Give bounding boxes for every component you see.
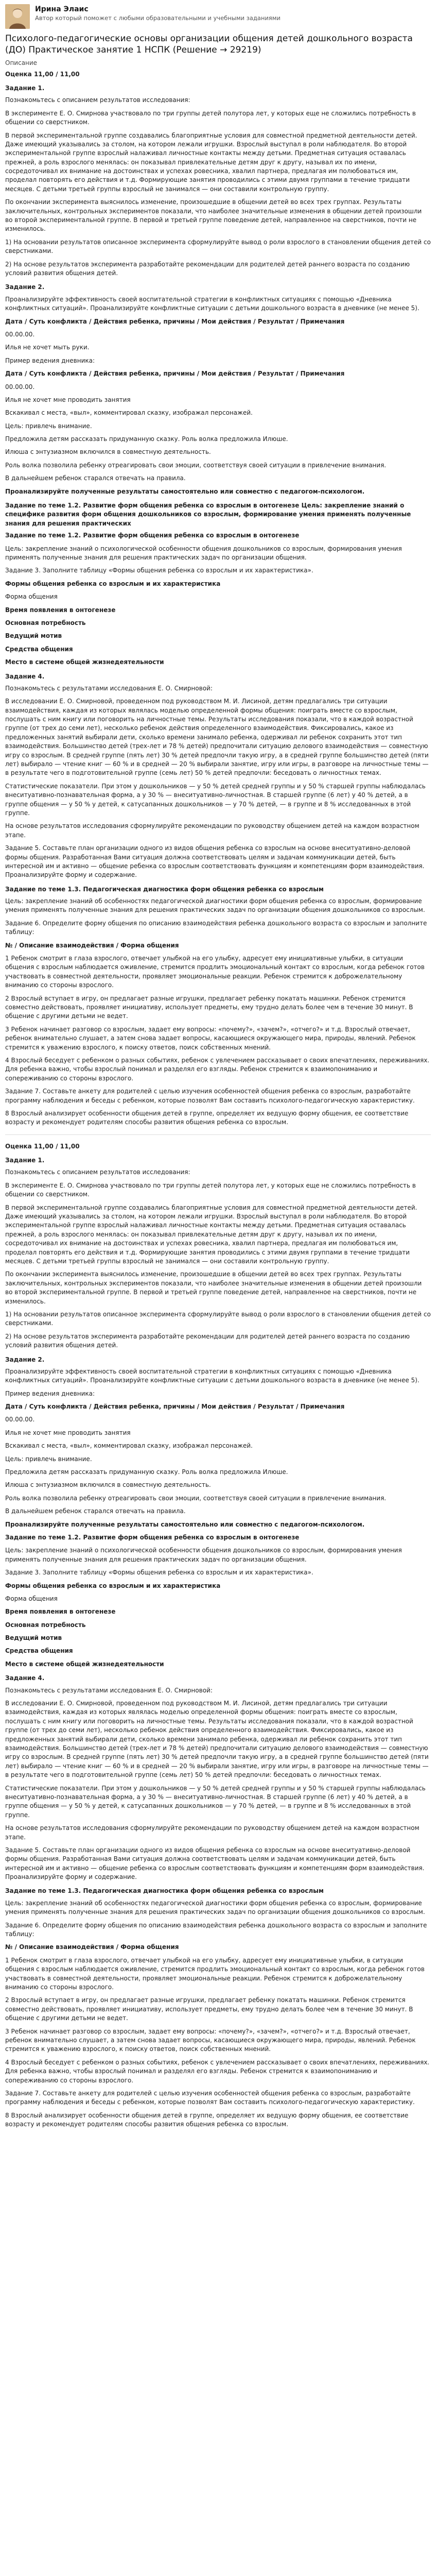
bold-paragraph: Средства общения [5,645,73,653]
paragraph: Роль волка позволила ребенку отреагировать свои эмоции, соответствуя своей ситуации в привлечение внимания. [5,461,387,469]
paragraph: Илья не хочет мне проводить занятия [5,1429,131,1436]
paragraph: В дальнейшем ребенок старался отвечать на правила. [5,1507,186,1515]
paragraph: Илья не хочет мыть руки. [5,344,90,351]
paragraph: Пример ведения дневника: [5,357,95,364]
paragraph: Задание 6. Определите форму общения по описанию взаимодействия ребенка дошкольного возраста со взрослым и заполните таблицу: [5,919,427,936]
paragraph: 2) На основе результатов эксперимента разработайте рекомендации для родителей детей раннего возраста по созданию условий развития общения детей. [5,260,410,277]
bold-paragraph: Проанализируйте полученные результаты самостоятельно или совместно с педагогом-психологом. [5,487,365,495]
paragraph: Предложила детям рассказать придуманную сказку. Роль волка предложила Илюше. [5,435,288,443]
paragraph: Илюша с энтузиазмом включился в совместную деятельность. [5,448,211,456]
paragraph: На основе результатов исследования сформулируйте рекомендации по руководству общением детей на каждом возрастном этапе. [5,1824,420,1841]
paragraph: 1 Ребенок смотрит в глаза взрослого, отвечает улыбкой на его улыбку, адресует ему инициативные улыбки, в ситуации общения с взрослым наблюдается оживление, стремится продлить эмоциональный контакт со взрослым, когда ребенок готов участвовать в совместной деятельности, проявляет эмоциональные реакции. Ребенок стремится к доброжелательному вниманию со стороны взрослого. [5,955,425,989]
task-heading: Задание 1. [5,1157,45,1164]
paragraph: В первой экспериментальной группе создавались благоприятные условия для совместной предметной деятельности детей. Даже имеющий указывались за столом, на котором лежали игрушки. Взрослый выступал в роли наблюдателя. Во второй экспериментальной группе взрослый налаживал личностные контакты между детьми. Предметная ситуация оставалась прежней, а роль взрослого менялась: он показывал привлекательные детям друг к другу, называл их по имени, сосредоточивал их внимание на достоинствах и успехах ровесника, хвалил партнера, предлагая им полюбоваться им, проделал повторять его действия и т.д. Формирующие занятия проводились с этими двумя группами в течение тридцати месяцев. С детьми третьей группы взрослый не занимался — они составили контрольную группу. [5,1204,417,1265]
grade: Оценка 11,00 / 11,00 [5,1142,80,1150]
paragraph: В исследовании Е. О. Смирновой, проведенном под руководством М. И. Лисиной, детям предлагались три ситуации взаимодействия, каждая из которых являлась моделью определенной формы общения: поиграть вместе со взрослым, послушать с ним книгу или поговорить на личностные темы. Результаты исследования показали, что в каждой возрастной группе (от трех до семи лет), несколько ребенок действия определенного взаимодействия. Фиксировались, какое из предложенных занятий выбирали дети, сколько времени занимало ребенка, одерживал ли ребенок сохранить этот тип взаимодействия. Большинство детей (трех-лет и 78 % детей) предпочитали ситуацию делового взаимодействия — совместную игру со взрослым. В средней группе (пять лет) 30 % детей предпочли такую игру, а в средней группе большинство детей (пяти лет) выбирало — чтение книг — 60 % и в средней — 20 % выбирали занятие, игру или игры, в разговоре на личностные темы — в результате чего в подготовительной группе (семь лет) 50 % детей предпочли: беседовать о личностных темах. [5,698,429,777]
paragraph: Пример ведения дневника: [5,1389,95,1397]
paragraph: 00.00.00. [5,1416,35,1423]
paragraph: Задание 7. Составьте анкету для родителей с целью изучения особенностей общения ребенка со взрослым, разработайте программу наблюдения и беседы с ребенком, которые позволят Вам составить психолого-педагогическую характеристику. [5,2089,415,2106]
bold-paragraph: № / Описание взаимодействия / Форма общения [5,1943,179,1951]
paragraph: 1) На основании результатов описанное эксперимента сформулируйте вывод о роли взрослого в становлении общения детей со сверстниками. [5,1310,431,1327]
paragraph: Познакомьтесь с описанием результатов исследования: [5,1168,190,1176]
paragraph: В первой экспериментальной группе создавались благоприятные условия для совместной предметной деятельности детей. Даже имеющий указывались за столом, на котором лежали игрушки. Взрослый выступал в роли наблюдателя. Во второй экспериментальной группе взрослый налаживал личностные контакты между детьми. Предметная ситуация оставалась прежней, а роль взрослого менялась: он показывал привлекательные детям друг к другу, называл их по имени, сосредоточивал их внимание на достоинствах и успехах ровесника, хвалил партнера, предлагая им полюбоваться им, проделал повторять его действия и т.д. Формирующие занятия проводились с этими двумя группами в течение тридцати месяцев. С детьми третьей группы взрослый не занимался — они составили контрольную группу. [5,131,417,193]
paragraph: Цель: привлечь внимание. [5,1455,92,1463]
paragraph: 8 Взрослый анализирует особенности общения детей в группе, определяет их ведущую форму общения, ее соответствие возрасту и рекомендует родителям способы развития общения ребенка со взрослым. [5,1109,409,1126]
paragraph: Предложила детям рассказать придуманную сказку. Роль волка предложила Илюше. [5,1468,288,1476]
bold-paragraph: Ведущий мотив [5,1634,62,1642]
paragraph: 4 Взрослый беседует с ребенком о разных событиях, ребенок с увлечением рассказывает о своих впечатлениях, переживаниях. Для ребенка важно, чтобы взрослый понимал и разделял его взгляды. Ребенок стремится к взаимопониманию и сопереживанию со стороны взрослого. [5,2058,430,2084]
bold-paragraph: Формы общения ребенка со взрослым и их характеристика [5,580,221,587]
paragraph: Задание 5. Составьте план организации одного из видов общения ребенка со взрослым на основе внеситуативно-деловой формы общения. Разработанная Вами ситуация должна соответствовать целям и задачам коммуникации детей, быть интересной им и активно — общение ребенка со взрослым соответствовать функциям и компетенциям форм взаимодействия. Проанализируйте форму и содержание. [5,844,425,879]
paragraph: Вскакивал с места, «выл», комментировал сказку, изображал персонажей. [5,409,253,417]
paragraph: Задание 5. Составьте план организации одного из видов общения ребенка со взрослым на основе внеситуативно-деловой формы общения. Разработанная Вами ситуация должна соответствовать целям и задачам коммуникации детей, быть интересной им и активно — общение ребенка со взрослым соответствовать функциям и компетенциям форм взаимодействия. Проанализируйте форму и содержание. [5,1846,425,1881]
bold-paragraph: Ведущий мотив [5,632,62,640]
bold-paragraph: Время появления в онтогенезе [5,1608,116,1616]
paragraph: Илюша с энтузиазмом включился в совместную деятельность. [5,1481,211,1489]
paragraph: Цель: привлечь внимание. [5,422,92,430]
paragraph: Цель: закрепление знаний о психологической особенности общения дошкольников со взрослым, формирования умения применять полученные знания для решения практических задач по организации общения. [5,545,402,561]
paragraph: Цель: закрепление знаний об особенностях педагогической диагностики форм общения ребенка со взрослым, формирование умения применять полученные знания для решения практических задач по организации общения дошкольников со взрослым. [5,897,425,914]
paragraph: По окончании эксперимента выяснилось изменение, произошедшие в общении детей во всех трех группах. Результаты заключительных, контрольных экспериментов показали, что наиболее значительные изменения в общении детей произошли во второй экспериментальной группе. В первой и третьей группе поведение детей, направленное на сверстников, почти не изменилось. [5,198,422,233]
bold-paragraph: № / Описание взаимодействия / Форма общения [5,941,179,949]
paragraph: Задание 7. Составьте анкету для родителей с целью изучения особенностей общения ребенка со взрослым, разработайте программу наблюдения и беседы с ребенком, которые позволят Вам составить психолого-педагогическую характеристику. [5,1088,415,1104]
bold-paragraph: Место в системе общей жизнедеятельности [5,658,164,666]
document-title: Психолого-педагогические основы организации общения детей дошкольного возраста (ДО) Практическое занятие 1 НСПК (Решение → 29219) [5,33,413,56]
paragraph: Форма общения [5,1595,58,1602]
bold-paragraph: Основная потребность [5,619,86,626]
paragraph: 00.00.00. [5,330,35,338]
bold-paragraph: Средства общения [5,1647,73,1655]
author-info [35,4,281,23]
paragraph: Роль волка позволила ребенку отреагировать свои эмоции, соответствуя своей ситуации в привлечение внимания. [5,1494,387,1502]
paragraph: Проанализируйте эффективность своей воспитательной стратегии в конфликтных ситуациях с помощью «Дневника конфликтных ситуаций». Проанализируйте конфликтные ситуации с детьми дошкольного возраста в дневнике (не менее 5). [5,295,420,312]
bold-paragraph: Проанализируйте полученные результаты самостоятельно или совместно с педагогом-психологом. [5,1520,365,1528]
paragraph: В исследовании Е. О. Смирновой, проведенном под руководством М. И. Лисиной, детям предлагались три ситуации взаимодействия, каждая из которых являлась моделью определенной формы общения: поиграть вместе со взрослым, послушать с ним книгу или поговорить на личностные темы. Результаты исследования показали, что в каждой возрастной группе (от трех до семи лет), несколько ребенок действия определенного взаимодействия. Фиксировались, какое из предложенных занятий выбирали дети, сколько времени занимало ребенка, одерживал ли ребенок сохранить этот тип взаимодействия. Большинство детей (трех-лет и 78 % детей) предпочитали ситуацию делового взаимодействия — совместную игру со взрослым. В средней группе (пять лет) 30 % детей предпочли такую игру, а в средней группе большинство детей (пяти лет) выбирало — чтение книг — 60 % и в средней — 20 % выбирали занятие, игру или игры, в разговоре на личностные темы — в результате чего в подготовительной группе (семь лет) 50 % детей предпочли: беседовать о личностных темах. [5,1700,429,1779]
task-heading: Задание по теме 1.2. Развитие форм общения ребенка со взрослым в онтогенезе Цель: закрепление знаний о специфике развития форм общения дошкольников со взрослым, формирование умения применять полученные знания для решения практических [5,502,411,527]
avatar[interactable] [5,4,30,29]
avatar-portrait-icon [5,4,30,29]
divider [5,1134,431,1135]
bold-paragraph: Дата / Суть конфликта / Действия ребенка, причины / Мои действия / Результат / Примечания [5,1403,345,1411]
task-heading: Задание 2. [5,1355,45,1363]
paragraph: В эксперименте Е. О. Смирнова участвовало по три группы детей полутора лет, у которых еще не сложились потребность в общении со сверстником. [5,1181,416,1198]
paragraph: В дальнейшем ребенок старался отвечать на правила. [5,474,186,482]
author-name[interactable]: Ирина Элаис [35,5,89,13]
grade: Оценка 11,00 / 11,00 [5,70,80,78]
bold-paragraph: Дата / Суть конфликта / Действия ребенка, причины / Мои действия / Результат / Примечания [5,317,345,325]
paragraph: Задание 3. Заполните таблицу «Формы общения ребенка со взрослым и их характеристика». [5,1569,313,1577]
paragraph: Познакомьтесь с описанием результатов исследования: [5,96,190,104]
task-heading: Задание 4. [5,1674,45,1682]
paragraph: Задание 3. Заполните таблицу «Формы общения ребенка со взрослым и их характеристика». [5,567,313,574]
paragraph: Цель: закрепление знаний о психологической особенности общения дошкольников со взрослым, формирования умения применять полученные знания для решения практических задач по организации общения. [5,1547,402,1563]
bold-paragraph: Задание по теме 1.2. Развитие форм общения ребенка со взрослым в онтогенезе [5,532,300,539]
paragraph: 2 Взрослый вступает в игру, он предлагает разные игрушки, предлагает ребенку покатать машинки. Ребенок стремится совместно действовать, проявляет инициативу, использует предметы, ему трудно делать более чем в течение 30 минут. В общение с другими детьми не ведет. [5,1996,413,2022]
bold-paragraph: Задание по теме 1.2. Развитие форм общения ребенка со взрослым в онтогенезе [5,1533,300,1541]
paragraph: Статистические показатели. При этом у дошкольников — у 50 % детей средней группы и у 50 % старшей группы наблюдалась внеситуативно-познавательная форма, а у 30 % — внеситуативно-личностная. В старшей группе (6 лет) у 40 % детей, а в группе общения — у 50 % у детей, к сатусапанных дошкольников — у 70 % детей, — в группе и 8 % исследованных в этой группе. [5,782,426,817]
paragraph: 8 Взрослый анализирует особенности общения детей в группе, определяет их ведущую форму общения, ее соответствие возрасту и рекомендует родителям способы развития общения ребенка со взрослым. [5,2111,409,2128]
paragraph: В эксперименте Е. О. Смирнова участвовало по три группы детей полутора лет, у которых еще не сложились потребность в общении со сверстником. [5,109,416,126]
paragraph: По окончании эксперимента выяснилось изменение, произошедшие в общении детей во всех трех группах. Результаты заключительных, контрольных экспериментов показали, что наиболее значительные изменения в общении детей произошли во второй экспериментальной группе. В первой и третьей группе поведение детей, направленное на сверстников, почти не изменилось. [5,1270,422,1305]
author-description: Автор который поможет с любыми образовательными и учебными заданиями [35,14,281,22]
paragraph: 1) На основании результатов описанное эксперимента сформулируйте вывод о роли взрослого в становлении общения детей со сверстниками. [5,238,431,255]
task-heading: Задание 1. [5,84,45,92]
bold-paragraph: Время появления в онтогенезе [5,606,116,614]
task-heading: Задание 2. [5,283,45,291]
paragraph: 4 Взрослый беседует с ребенком о разных событиях, ребенок с увлечением рассказывает о своих впечатлениях, переживаниях. Для ребенка важно, чтобы взрослый понимал и разделял его взгляды. Ребенок стремится к взаимопониманию и сопереживанию со стороны взрослого. [5,1056,430,1082]
description-label: Описание [5,59,38,67]
paragraph: Цель: закрепление знаний об особенностях педагогической диагностики форм общения ребенка со взрослым, формирование умения применять полученные знания для решения практических задач по организации общения дошкольников со взрослым. [5,1899,425,1916]
paragraph: Вскакивал с места, «выл», комментировал сказку, изображал персонажей. [5,1442,253,1450]
paragraph: 2 Взрослый вступает в игру, он предлагает разные игрушки, предлагает ребенку покатать машинки. Ребенок стремится совместно действовать, проявляет инициативу, использует предметы, ему трудно делать более чем в течение 30 минут. В общение с другими детьми не ведет. [5,994,413,1020]
document-body [5,84,431,2129]
paragraph: 2) На основе результатов эксперимента разработайте рекомендации для родителей детей раннего возраста по созданию условий развития общения детей. [5,1332,410,1349]
task-heading: Задание по теме 1.3. Педагогическая диагностика форм общения ребенка со взрослым [5,1887,324,1895]
bold-paragraph: Формы общения ребенка со взрослым и их характеристика [5,1582,221,1589]
paragraph: Задание 6. Определите форму общения по описанию взаимодействия ребенка дошкольного возраста со взрослым и заполните таблицу: [5,1921,427,1938]
paragraph: Форма общения [5,593,58,601]
bold-paragraph: Дата / Суть конфликта / Действия ребенка, причины / Мои действия / Результат / Примечания [5,370,345,378]
paragraph: Познакомьтесь с результатами исследования Е. О. Смирновой: [5,1686,213,1694]
paragraph: На основе результатов исследования сформулируйте рекомендации по руководству общением детей на каждом возрастном этапе. [5,822,420,839]
author-block [5,4,431,29]
paragraph: Илья не хочет мне проводить занятия [5,396,131,403]
bold-paragraph: Основная потребность [5,1621,86,1629]
paragraph: Статистические показатели. При этом у дошкольников — у 50 % детей средней группы и у 50 % старшей группы наблюдалась внеситуативно-познавательная форма, а у 30 % — внеситуативно-личностная. В старшей группе (6 лет) у 40 % детей, а в группе общения — у 50 % у детей, к сатусапанных дошкольников — у 70 % детей, — в группе и 8 % исследованных в этой группе. [5,1784,426,1819]
paragraph: 00.00.00. [5,383,35,391]
paragraph: Познакомьтесь с результатами исследования Е. О. Смирновой: [5,684,213,692]
paragraph: 3 Ребенок начинает разговор со взрослым, задает ему вопросы: «почему?», «зачем?», «отчего?» и т.д. Взрослый отвечает, ребенок внимательно слушает, а затем снова задает вопросы, касающиеся окружающего мира, природы, явлений. Ребенок стремится к уважению взрослого, к поиску ответов, поиск собственных мнений. [5,2027,416,2053]
bold-paragraph: Место в системе общей жизнедеятельности [5,1660,164,1668]
paragraph: Проанализируйте эффективность своей воспитательной стратегии в конфликтных ситуациях с помощью «Дневника конфликтных ситуаций». Проанализируйте конфликтные ситуации с детьми дошкольного возраста в дневнике (не менее 5). [5,1367,420,1384]
paragraph: 1 Ребенок смотрит в глаза взрослого, отвечает улыбкой на его улыбку, адресует ему инициативные улыбки, в ситуации общения с взрослым наблюдается оживление, стремится продлить эмоциональный контакт со взрослым, когда ребенок готов участвовать в совместной деятельности, проявляет эмоциональные реакции. Ребенок стремится к доброжелательному вниманию со стороны взрослого. [5,1956,425,1991]
paragraph: 3 Ребенок начинает разговор со взрослым, задает ему вопросы: «почему?», «зачем?», «отчего?» и т.д. Взрослый отвечает, ребенок внимательно слушает, а затем снова задает вопросы, касающиеся окружающего мира, природы, явлений. Ребенок стремится к уважению взрослого, к поиску ответов, поиск собственных мнений. [5,1025,416,1051]
task-heading: Задание 4. [5,672,45,680]
task-heading: Задание по теме 1.3. Педагогическая диагностика форм общения ребенка со взрослым [5,885,324,893]
